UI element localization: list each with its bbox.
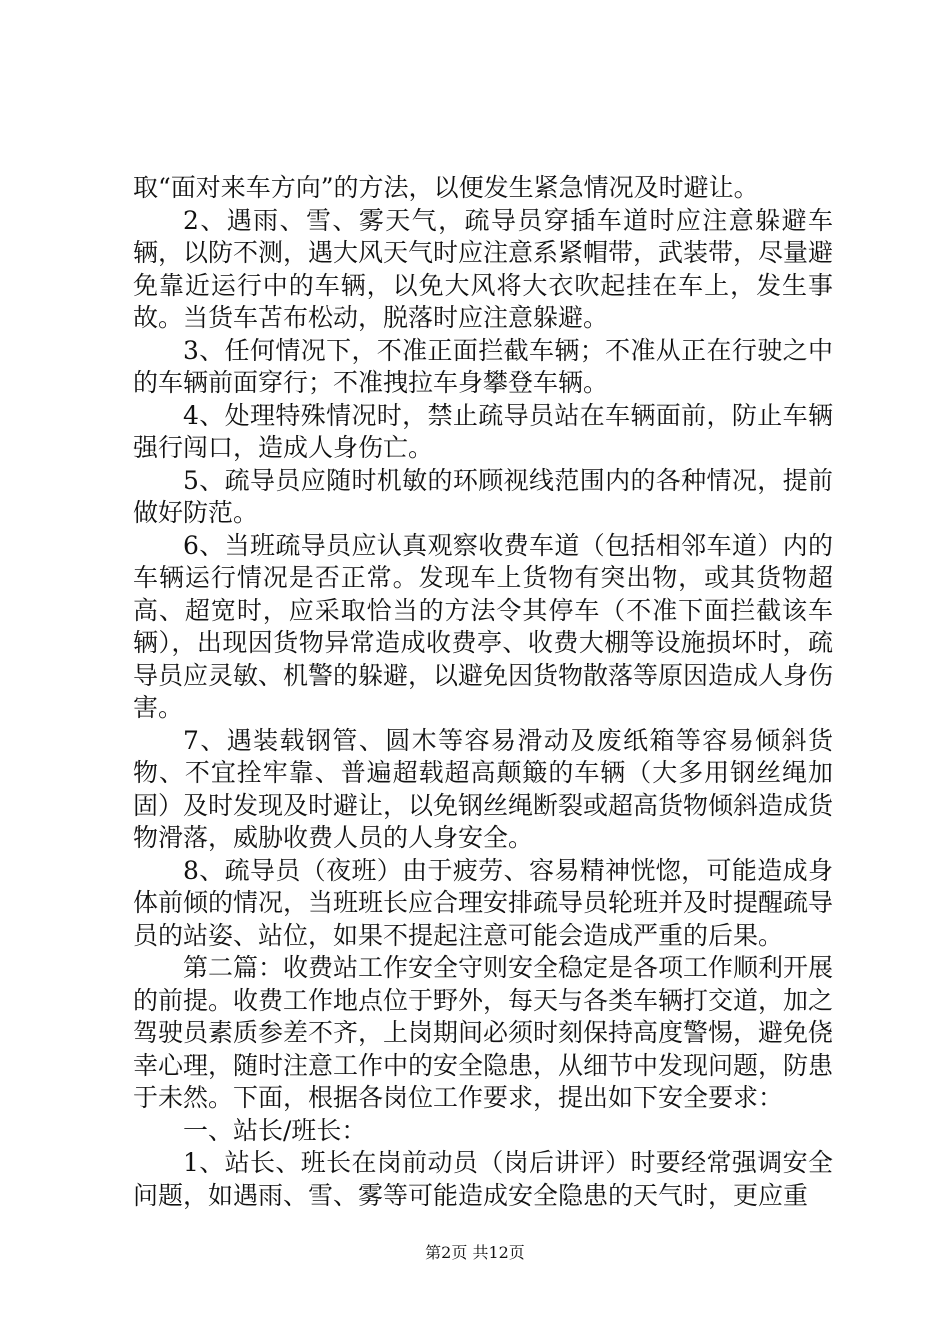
paragraph-chief-item-1: 1、站长、班长在岗前动员（岗后讲评）时要经常强调安全问题，如遇雨、雪、雾等可能造成安全隐患的天气时，更应重 bbox=[133, 1148, 833, 1210]
paragraph-item-7: 7、遇装载钢管、圆木等容易滑动及废纸箱等容易倾斜货物、不宜拴牢靠、普遍超载超高颠簸的车辆（大多用钢丝绳加固）及时发现及时避让，以免钢丝绳断裂或超高货物倾斜造成货物滑落，威胁收费人员的人身安全。 bbox=[133, 725, 834, 852]
document-body bbox=[133, 172, 833, 1212]
paragraph-item-2: 2、遇雨、雪、雾天气，疏导员穿插车道时应注意躲避车辆，以防不测，遇大风天气时应注意系紧帽带，武装带，尽量避免靠近运行中的车辆，以免大风将大衣吹起挂在车上，发生事故。当货车苫布松动，脱落时应注意躲避。 bbox=[133, 205, 834, 332]
paragraph-item-3: 3、任何情况下，不准正面拦截车辆；不准从正在行驶之中的车辆前面穿行；不准拽拉车身攀登车辆。 bbox=[133, 335, 833, 397]
paragraph-item-8: 8、疏导员（夜班）由于疲劳、容易精神恍惚，可能造成身体前倾的情况，当班班长应合理安排疏导员轮班并及时提醒疏导员的站姿、站位，如果不提起注意可能会造成严重的后果。 bbox=[133, 855, 834, 950]
paragraph-item-5: 5、疏导员应随时机敏的环顾视线范围内的各种情况，提前做好防范。 bbox=[133, 465, 833, 527]
page-number: 第2页 共12页 bbox=[425, 1243, 525, 1262]
paragraph-item-4: 4、处理特殊情况时，禁止疏导员站在车辆面前，防止车辆强行闯口，造成人身伤亡。 bbox=[133, 400, 833, 462]
paragraph-heading-station-chief: 一、站长/班长： bbox=[183, 1115, 367, 1145]
paragraph-section-two: 第二篇：收费站工作安全守则安全稳定是各项工作顺利开展的前提。收费工作地点位于野外，每天与各类车辆打交道，加之驾驶员素质参差不齐，上岗期间必须时刻保持高度警惕，避免侥幸心理，随时注意工作中的安全隐患，从细节中发现问题，防患于未然。下面，根据各岗位工作要求，提出如下安全要求： bbox=[133, 953, 834, 1112]
paragraph-continuation: 取“面对来车方向”的方法，以便发生紧急情况及时避让。 bbox=[133, 173, 759, 202]
paragraph-item-6: 6、当班疏导员应认真观察收费车道（包括相邻车道）内的车辆运行情况是否正常。发现车上货物有突出物，或其货物超高、超宽时，应采取恰当的方法令其停车（不准下面拦截该车辆），出现因货物异常造成收费亭、收费大棚等设施损坏时，疏导员应灵敏、机警的躲避，以避免因货物散落等原因造成人身伤害。 bbox=[133, 530, 834, 722]
